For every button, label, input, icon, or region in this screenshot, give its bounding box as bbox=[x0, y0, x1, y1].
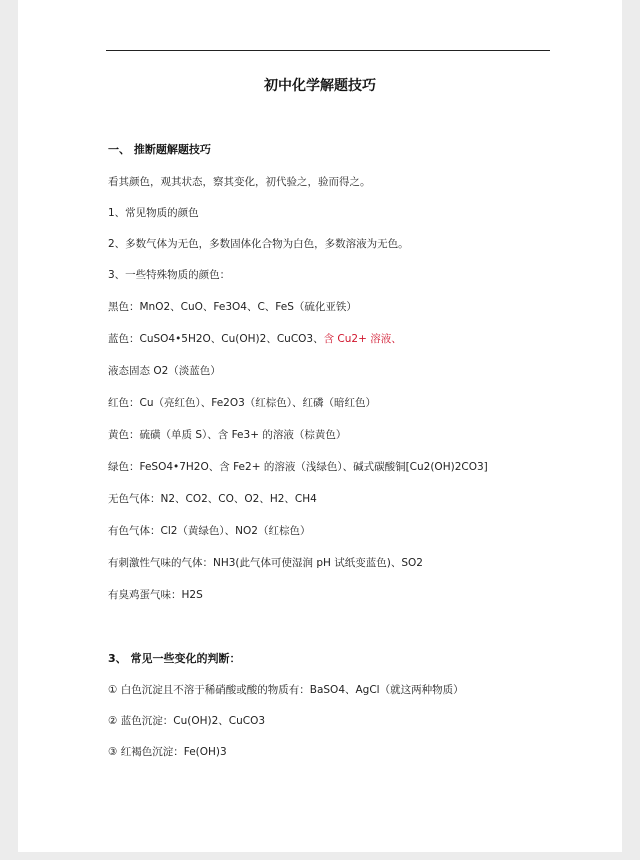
list-item: ① 白色沉淀且不溶于稀硝酸或酸的物质有：BaSO4、AgCl（就这两种物质） bbox=[108, 684, 464, 696]
text-line-special-colors: 3、一些特殊物质的颜色： bbox=[108, 269, 231, 281]
section-3-heading: 3、 常见一些变化的判断： bbox=[108, 652, 241, 665]
color-red-line: 红色：Cu（亮红色）、Fe2O3（红棕色）、红磷（暗红色） bbox=[108, 397, 377, 409]
list-item: ③ 红褐色沉淀：Fe(OH)3 bbox=[108, 746, 227, 758]
color-blue-highlight: 含 Cu2+ 溶液、 bbox=[323, 333, 402, 345]
document-title: 初中化学解题技巧 bbox=[264, 78, 376, 94]
color-blue-line bbox=[108, 332, 402, 346]
color-green-line: 绿色：FeSO4•7H2O、含 Fe2+ 的溶液（浅绿色）、碱式碳酸铜[Cu2(OH)2CO3] bbox=[108, 461, 488, 473]
document-page bbox=[18, 0, 622, 852]
color-black-line: 黑色：MnO2、CuO、Fe3O4、C、FeS（硫化亚铁） bbox=[108, 301, 357, 313]
colored-gas-line: 有色气体：Cl2（黄绿色）、NO2（红棕色） bbox=[108, 525, 311, 537]
text-line-general-colors: 2、多数气体为无色，多数固体化合物为白色，多数溶液为无色。 bbox=[108, 238, 409, 250]
pungent-gas-line: 有刺激性气味的气体：NH3(此气体可使湿润 pH 试纸变蓝色)、SO2 bbox=[108, 557, 423, 569]
list-item: ② 蓝色沉淀：Cu(OH)2、CuCO3 bbox=[108, 715, 266, 727]
section-1-heading: 一、 推断题解题技巧 bbox=[108, 143, 211, 156]
colorless-gas-line: 无色气体：N2、CO2、CO、O2、H2、CH4 bbox=[108, 493, 317, 505]
rotten-egg-gas-line: 有臭鸡蛋气味：H2S bbox=[108, 589, 203, 601]
color-blue-text: 蓝色：CuSO4•5H2O、Cu(OH)2、CuCO3、 bbox=[108, 333, 324, 345]
text-line-common-colors: 1、常见物质的颜色 bbox=[108, 207, 199, 219]
color-yellow-line: 黄色：硫磺（单质 S）、含 Fe3+ 的溶液（棕黄色） bbox=[108, 429, 347, 441]
section-1-intro: 看其颜色，观其状态，察其变化，初代验之，验而得之。 bbox=[108, 176, 371, 188]
header-rule bbox=[106, 50, 550, 51]
liquid-oxygen-line: 液态固态 O2（淡蓝色） bbox=[108, 365, 221, 377]
